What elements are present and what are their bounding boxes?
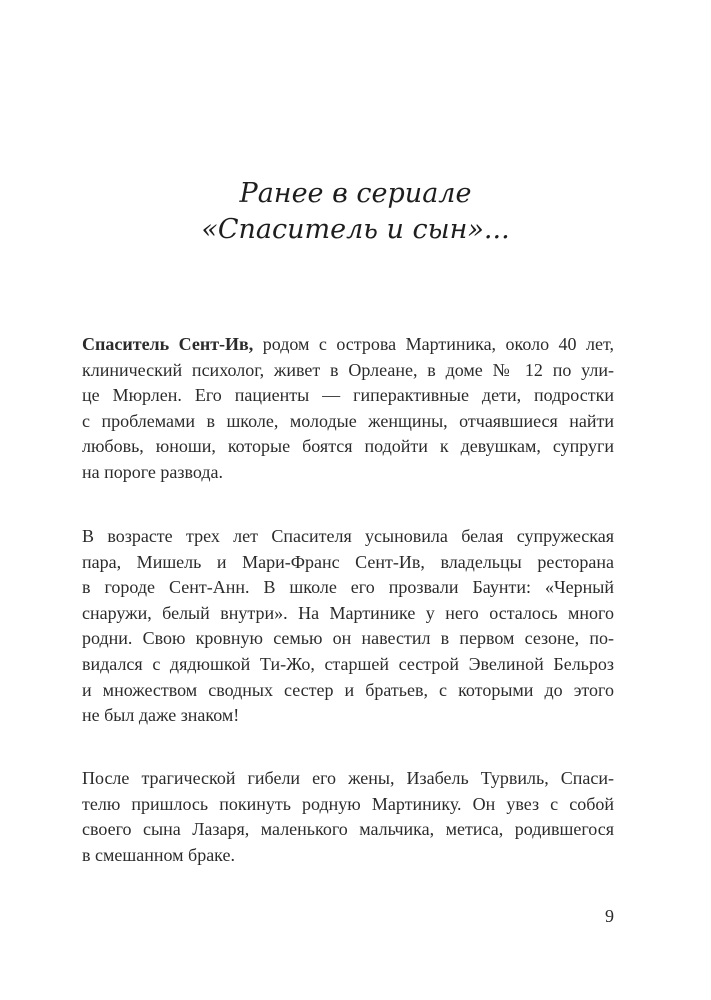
text-line: В возрасте трех лет Спасителя усыновила белая супружеская	[82, 526, 614, 546]
text-line: снаружи, белый внутри». На Мартинике у него осталось много	[82, 602, 614, 623]
paragraph-1	[82, 332, 614, 486]
text-line: пара, Мишель и Мари-Франс Сент-Ив, владельцы ресторана	[82, 551, 614, 572]
paragraph-3	[82, 766, 614, 868]
text-line: своего сына Лазаря, маленького мальчика, метиса, родившегося	[82, 819, 614, 840]
text-line: клинический психолог, живет в Орлеане, в доме № 12 по ули-	[82, 359, 614, 380]
text-line: и множеством сводных сестер и братьев, с которыми до этого	[82, 679, 614, 700]
text-fragment: родом с острова Мартиника, около 40 лет,	[253, 334, 614, 354]
text-line: с проблемами в школе, молодые женщины, отчаявшиеся найти	[82, 410, 614, 431]
heading-line-1: Ранее в сериале	[239, 178, 472, 209]
text-line: видался с дядюшкой Ти-Жо, старшей сестрой Эвелиной Бельроз	[82, 653, 614, 674]
text-line: не был даже знаком!	[82, 705, 240, 726]
text-line: После трагической гибели его жены, Изабель Турвиль, Спаси-	[82, 768, 614, 788]
text-line: телю пришлось покинуть родную Мартинику. Он увез с собой	[82, 793, 614, 814]
chapter-heading	[0, 176, 711, 248]
text-line: на пороге развода.	[82, 461, 223, 482]
heading-line-2: «Спаситель и сын»...	[201, 214, 510, 245]
text-line	[82, 332, 614, 358]
text-line: це Мюрлен. Его пациенты — гиперактивные дети, подростки	[82, 385, 614, 406]
bold-lead: Спаситель Сент-Ив,	[82, 334, 254, 354]
paragraph-2	[82, 524, 614, 729]
text-line: в смешанном браке.	[82, 844, 235, 865]
text-line: в городе Сент-Анн. В школе его прозвали Баунти: «Черный	[82, 577, 614, 598]
page-number: 9	[605, 906, 614, 926]
text-line: родни. Свою кровную семью он навестил в первом сезоне, по-	[82, 628, 614, 649]
text-line: любовь, юноши, которые боятся подойти к девушкам, супруги	[82, 436, 614, 457]
